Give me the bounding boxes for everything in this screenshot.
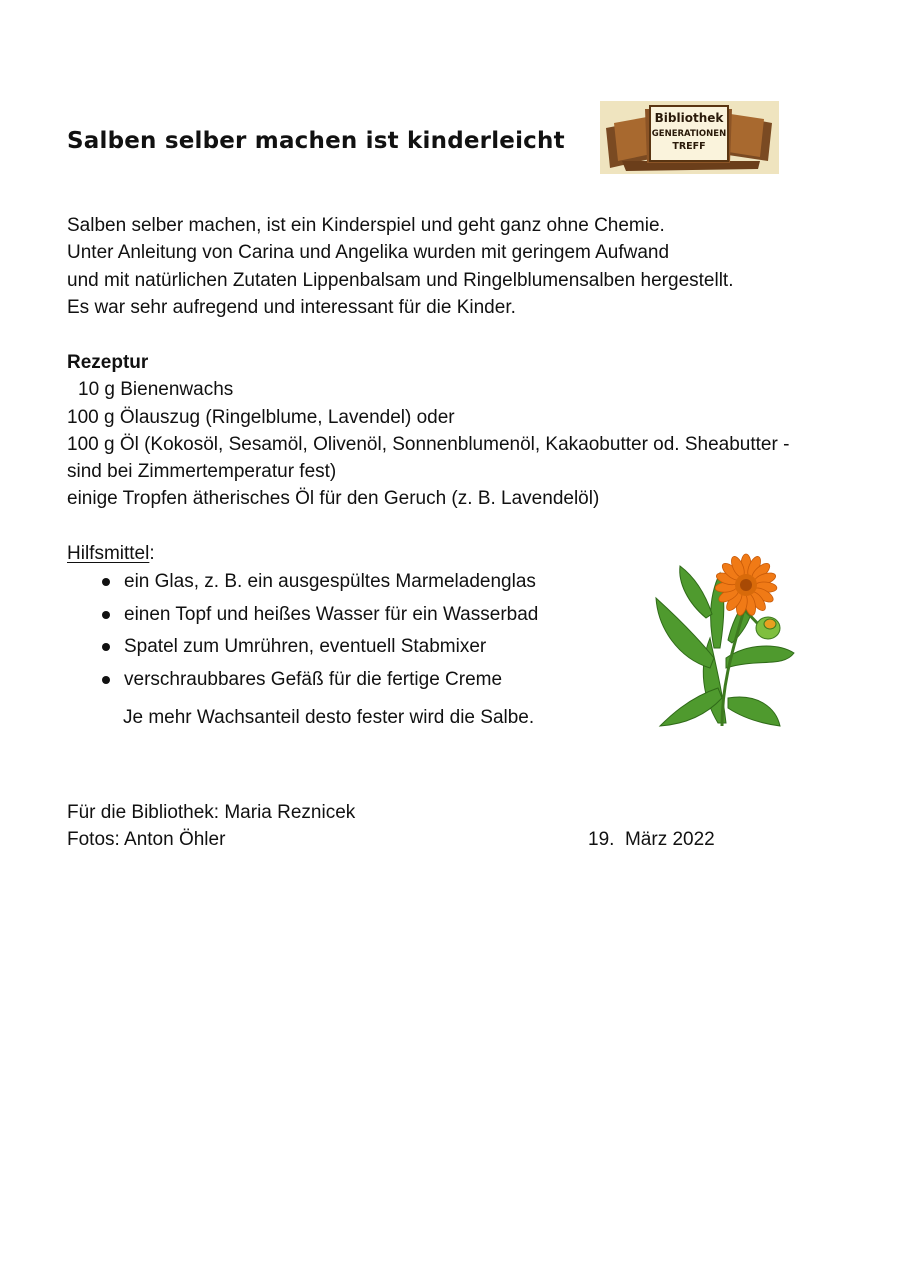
recipe-line: 10 g Bienenwachs bbox=[78, 379, 234, 401]
logo-line-2: GENERATIONEN bbox=[651, 129, 727, 139]
tools-heading-colon: : bbox=[149, 543, 155, 564]
list-item: verschraubbares Gefäß für die fertige Creme bbox=[100, 666, 538, 699]
intro-line: Es war sehr aufregend und interessant für die Kinder. bbox=[67, 296, 516, 318]
page-title: Salben selber machen ist kinderleicht bbox=[67, 128, 565, 154]
list-item: einen Topf und heißes Wasser für ein Wasserbad bbox=[100, 601, 538, 634]
list-item: Spatel zum Umrühren, eventuell Stabmixer bbox=[100, 633, 538, 666]
recipe-line: sind bei Zimmertemperatur fest) bbox=[67, 461, 337, 483]
recipe-line: einige Tropfen ätherisches Öl für den Geruch (z. B. Lavendelöl) bbox=[67, 488, 600, 510]
tools-heading-label: Hilfsmittel bbox=[67, 543, 150, 564]
logo-line-3: TREFF bbox=[672, 141, 706, 152]
intro-paragraph bbox=[67, 212, 733, 321]
list-item: ein Glas, z. B. ein ausgespültes Marmeladenglas bbox=[100, 568, 538, 601]
recipe-heading: Rezeptur bbox=[67, 352, 149, 373]
wax-note: Je mehr Wachsanteil desto fester wird die Salbe. bbox=[123, 707, 535, 728]
intro-line: Unter Anleitung von Carina und Angelika wurden mit geringem Aufwand bbox=[67, 242, 670, 264]
marigold-flower-icon bbox=[648, 548, 798, 730]
tools-heading bbox=[67, 540, 155, 567]
author-credit: Für die Bibliothek: Maria Reznicek bbox=[67, 802, 356, 823]
intro-line: und mit natürlichen Zutaten Lippenbalsam und Ringelblumensalben hergestellt. bbox=[67, 269, 734, 291]
recipe-section bbox=[67, 349, 789, 513]
intro-line: Salben selber machen, ist ein Kinderspiel und geht ganz ohne Chemie. bbox=[67, 215, 665, 236]
library-books-logo-icon bbox=[600, 101, 779, 174]
recipe-line: 100 g Öl (Kokosöl, Sesamöl, Olivenöl, Sonnenblumenöl, Kakaobutter od. Sheabutter - bbox=[67, 433, 790, 455]
date-label: 19. März 2022 bbox=[588, 829, 715, 850]
photo-credit: Fotos: Anton Öhler bbox=[67, 829, 226, 850]
logo-line-1: Bibliothek bbox=[654, 111, 724, 125]
tools-list bbox=[100, 568, 538, 699]
recipe-line: 100 g Ölauszug (Ringelblume, Lavendel) oder bbox=[67, 406, 455, 428]
